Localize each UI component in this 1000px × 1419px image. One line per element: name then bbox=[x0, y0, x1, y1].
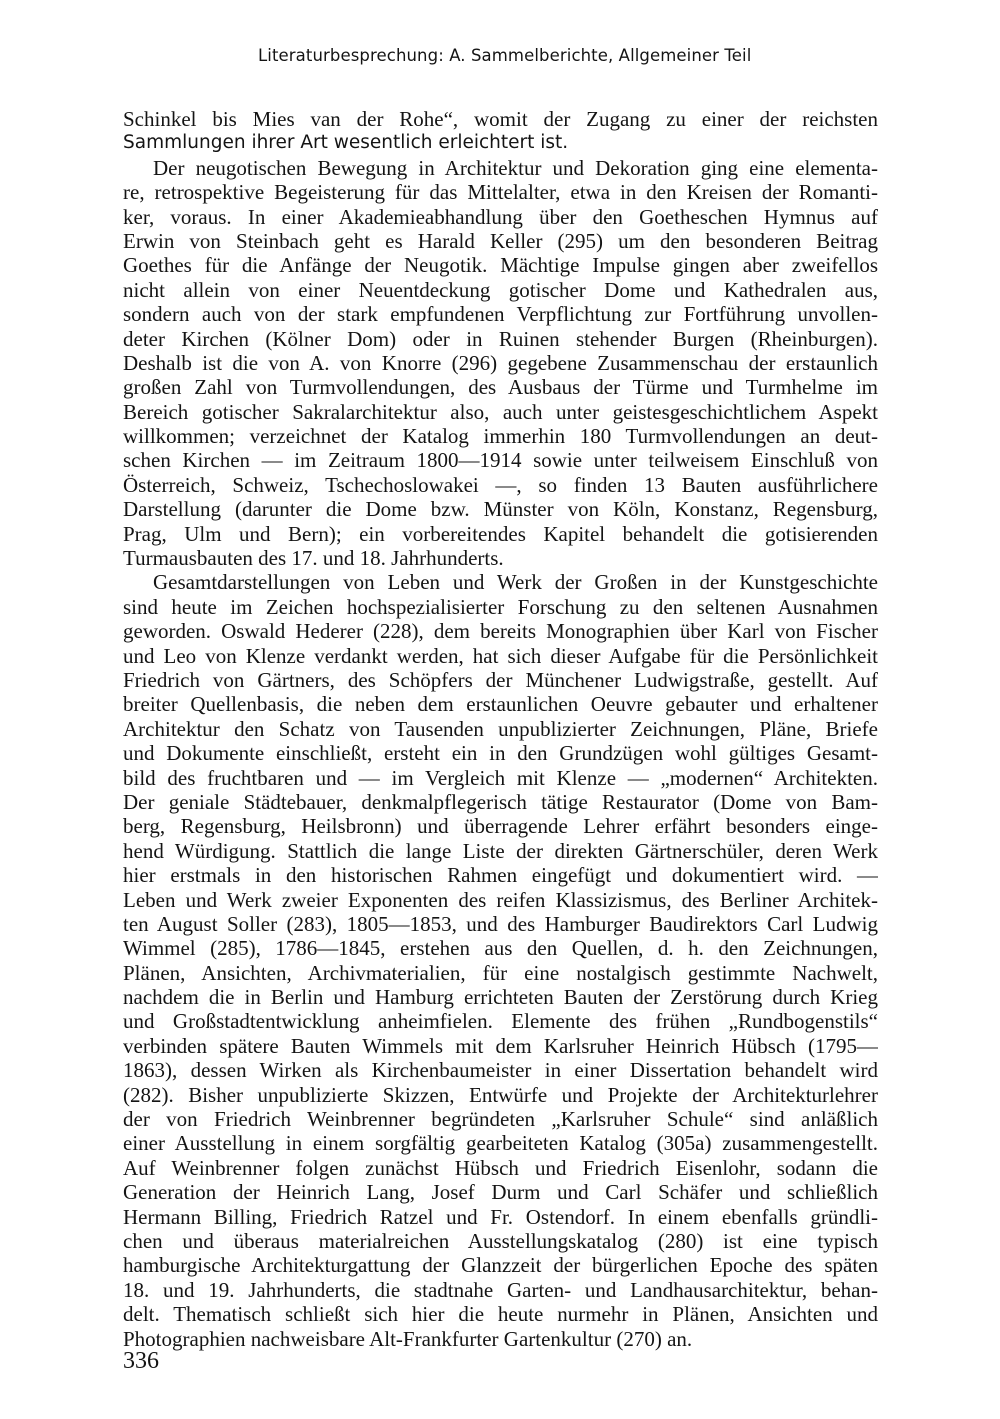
text-line: schen Kirchen — im Zeitraum 1800—1914 sowie unter teilweisem Einschluß von bbox=[123, 448, 878, 473]
text-line: geworden. Oswald Hederer (228), dem bereits Monographien über Karl von Fischer bbox=[123, 619, 878, 644]
text-line: breiter Quellenbasis, die neben dem erstaunlichen Oeuvre gebauter und erhaltener bbox=[123, 692, 878, 717]
text-line: ten August Soller (283), 1805—1853, und des Hamburger Baudirektors Carl Ludwig bbox=[123, 911, 878, 936]
text-line: großen Zahl von Turmvollendungen, des Ausbaus der Türme und Turmhelme im bbox=[123, 375, 878, 400]
running-head: Literaturbesprechung: A. Sammelberichte, Allgemeiner Teil bbox=[258, 46, 752, 65]
text-line: Goethes für die Anfänge der Neugotik. Mächtige Impulse gingen aber zweifellos bbox=[123, 253, 878, 278]
body-text bbox=[123, 107, 878, 1351]
text-line: nachdem die in Berlin und Hamburg errichteten Bauten der Zerstörung durch Krieg bbox=[123, 985, 878, 1010]
text-line: Erwin von Steinbach geht es Harald Keller (295) um den besonderen Beitrag bbox=[123, 228, 878, 253]
text-line: Österreich, Schweiz, Tschechoslowakei —, so finden 13 Bauten ausführlichere bbox=[123, 472, 878, 497]
text-line: der von Friedrich Weinbrenner begründeten „Karlsruher Schule“ sind anläßlich bbox=[123, 1107, 878, 1132]
text-line: re, retrospektive Begeisterung für das Mittelalter, etwa in den Kreisen der Romanti- bbox=[123, 180, 878, 205]
text-line: sondern auch von der stark empfundenen Verpflichtung zur Fortführung unvollen- bbox=[123, 302, 878, 327]
text-line: Der neugotischen Bewegung in Architektur und Dekoration ging eine elementa- bbox=[153, 155, 878, 180]
text-line: Gesamtdarstellungen von Leben und Werk der Großen in der Kunstgeschichte bbox=[153, 570, 878, 595]
text-line: Schinkel bis Mies van der Rohe“, womit der Zugang zu einer der reichsten bbox=[123, 107, 878, 131]
text-line: (282). Bisher unpublizierte Skizzen, Entwürfe und Projekte der Architekturlehrer bbox=[123, 1082, 878, 1107]
text-line: Friedrich von Gärtners, des Schöpfers der Münchener Ludwigstraße, gestellt. Auf bbox=[123, 667, 878, 692]
text-line: ker, voraus. In einer Akademieabhandlung über den Goetheschen Hymnus auf bbox=[123, 204, 878, 229]
text-line: verbinden spätere Bauten Wimmels mit dem Karlsruher Heinrich Hübsch (1795— bbox=[123, 1033, 878, 1058]
text-line: 1863), dessen Wirken als Kirchenbaumeister in einer Dissertation behandelt wird bbox=[123, 1058, 878, 1083]
text-line: 18. und 19. Jahrhunderts, die stadtnahe Garten- und Landhausarchitektur, behan- bbox=[123, 1277, 878, 1302]
text-line: chen und überaus materialreichen Ausstellungskatalog (280) ist eine typisch bbox=[123, 1228, 878, 1253]
text-line: bild des fruchtbaren und — im Vergleich mit Klenze — „modernen“ Architekten. bbox=[123, 765, 878, 790]
text-line: hamburgische Architekturgattung der Glanzzeit der bürgerlichen Epoche des späten bbox=[123, 1253, 878, 1278]
text-line: Auf Weinbrenner folgen zunächst Hübsch und Friedrich Eisenlohr, sodann die bbox=[123, 1155, 878, 1180]
text-line: willkommen; verzeichnet der Katalog immerhin 180 Turmvollendungen an deut- bbox=[123, 424, 878, 449]
text-line: deter Kirchen (Kölner Dom) oder in Ruinen stehender Burgen (Rheinburgen). bbox=[123, 326, 878, 351]
text-line: einer Ausstellung in einem sorgfältig gearbeiteten Katalog (305a) zusammengestellt. bbox=[123, 1131, 878, 1156]
paragraph bbox=[123, 156, 878, 571]
text-line: Generation der Heinrich Lang, Josef Durm und Carl Schäfer und schließlich bbox=[123, 1180, 878, 1205]
paragraph bbox=[123, 107, 878, 156]
text-line: und Großstadtentwicklung anheimfielen. Elemente des frühen „Rundbogenstils“ bbox=[123, 1009, 878, 1034]
text-line: delt. Thematisch schließt sich hier die heute nurmehr in Plänen, Ansichten und bbox=[123, 1302, 878, 1327]
text-line: nicht allein von einer Neuentdeckung gotischer Dome und Kathedralen aus, bbox=[123, 277, 878, 302]
text-line: Sammlungen ihrer Art wesentlich erleichtert ist. bbox=[123, 132, 569, 154]
text-line: Darstellung (darunter die Dome bzw. Münster von Köln, Konstanz, Regensburg, bbox=[123, 497, 878, 522]
text-line: Photographien nachweisbare Alt-Frankfurter Gartenkultur (270) an. bbox=[123, 1326, 693, 1351]
text-line: Der geniale Städtebauer, denkmalpflegerisch tätige Restaurator (Dome von Bam- bbox=[123, 789, 878, 814]
text-line: und Dokumente einschließt, ersteht ein in den Grundzügen wohl gültiges Gesamt- bbox=[123, 741, 878, 766]
text-line: sind heute im Zeichen hochspezialisierter Forschung zu den seltenen Ausnahmen bbox=[123, 594, 878, 619]
text-line: Bereich gotischer Sakralarchitektur also, auch unter geistesgeschichtlichem Aspekt bbox=[123, 399, 878, 424]
text-line: Deshalb ist die von A. von Knorre (296) gegebene Zusammenschau der erstaunlich bbox=[123, 350, 878, 375]
text-line: hend Würdigung. Stattlich die lange Liste der direkten Gärtnerschüler, deren Werk bbox=[123, 838, 878, 863]
text-line: hier erstmals in den historischen Rahmen eingefügt und dokumentiert wird. — bbox=[123, 863, 878, 888]
page-number: 336 bbox=[123, 1348, 159, 1374]
paragraph bbox=[123, 570, 878, 1351]
text-line: Wimmel (285), 1786—1845, erstehen aus den Quellen, d. h. den Zeichnungen, bbox=[123, 936, 878, 961]
text-line: Turmausbauten des 17. und 18. Jahrhunderts. bbox=[123, 546, 504, 571]
text-line: Leben und Werk zweier Exponenten des reifen Klassizismus, des Berliner Architek- bbox=[123, 887, 878, 912]
text-line: Hermann Billing, Friedrich Ratzel und Fr. Ostendorf. In einem ebenfalls gründli- bbox=[123, 1204, 878, 1229]
text-line: und Leo von Klenze verdankt werden, hat sich dieser Aufgabe für die Persönlichkeit bbox=[123, 643, 878, 668]
text-line: Plänen, Ansichten, Archivmaterialien, für eine nostalgisch gestimmte Nachwelt, bbox=[123, 960, 878, 985]
text-line: Prag, Ulm und Bern); ein vorbereitendes Kapitel behandelt die gotisierenden bbox=[123, 521, 878, 546]
text-line: berg, Regensburg, Heilsbronn) und überragende Lehrer erfährt besonders einge- bbox=[123, 814, 878, 839]
text-line: Architektur den Schatz von Tausenden unpublizierter Zeichnungen, Pläne, Briefe bbox=[123, 716, 878, 741]
